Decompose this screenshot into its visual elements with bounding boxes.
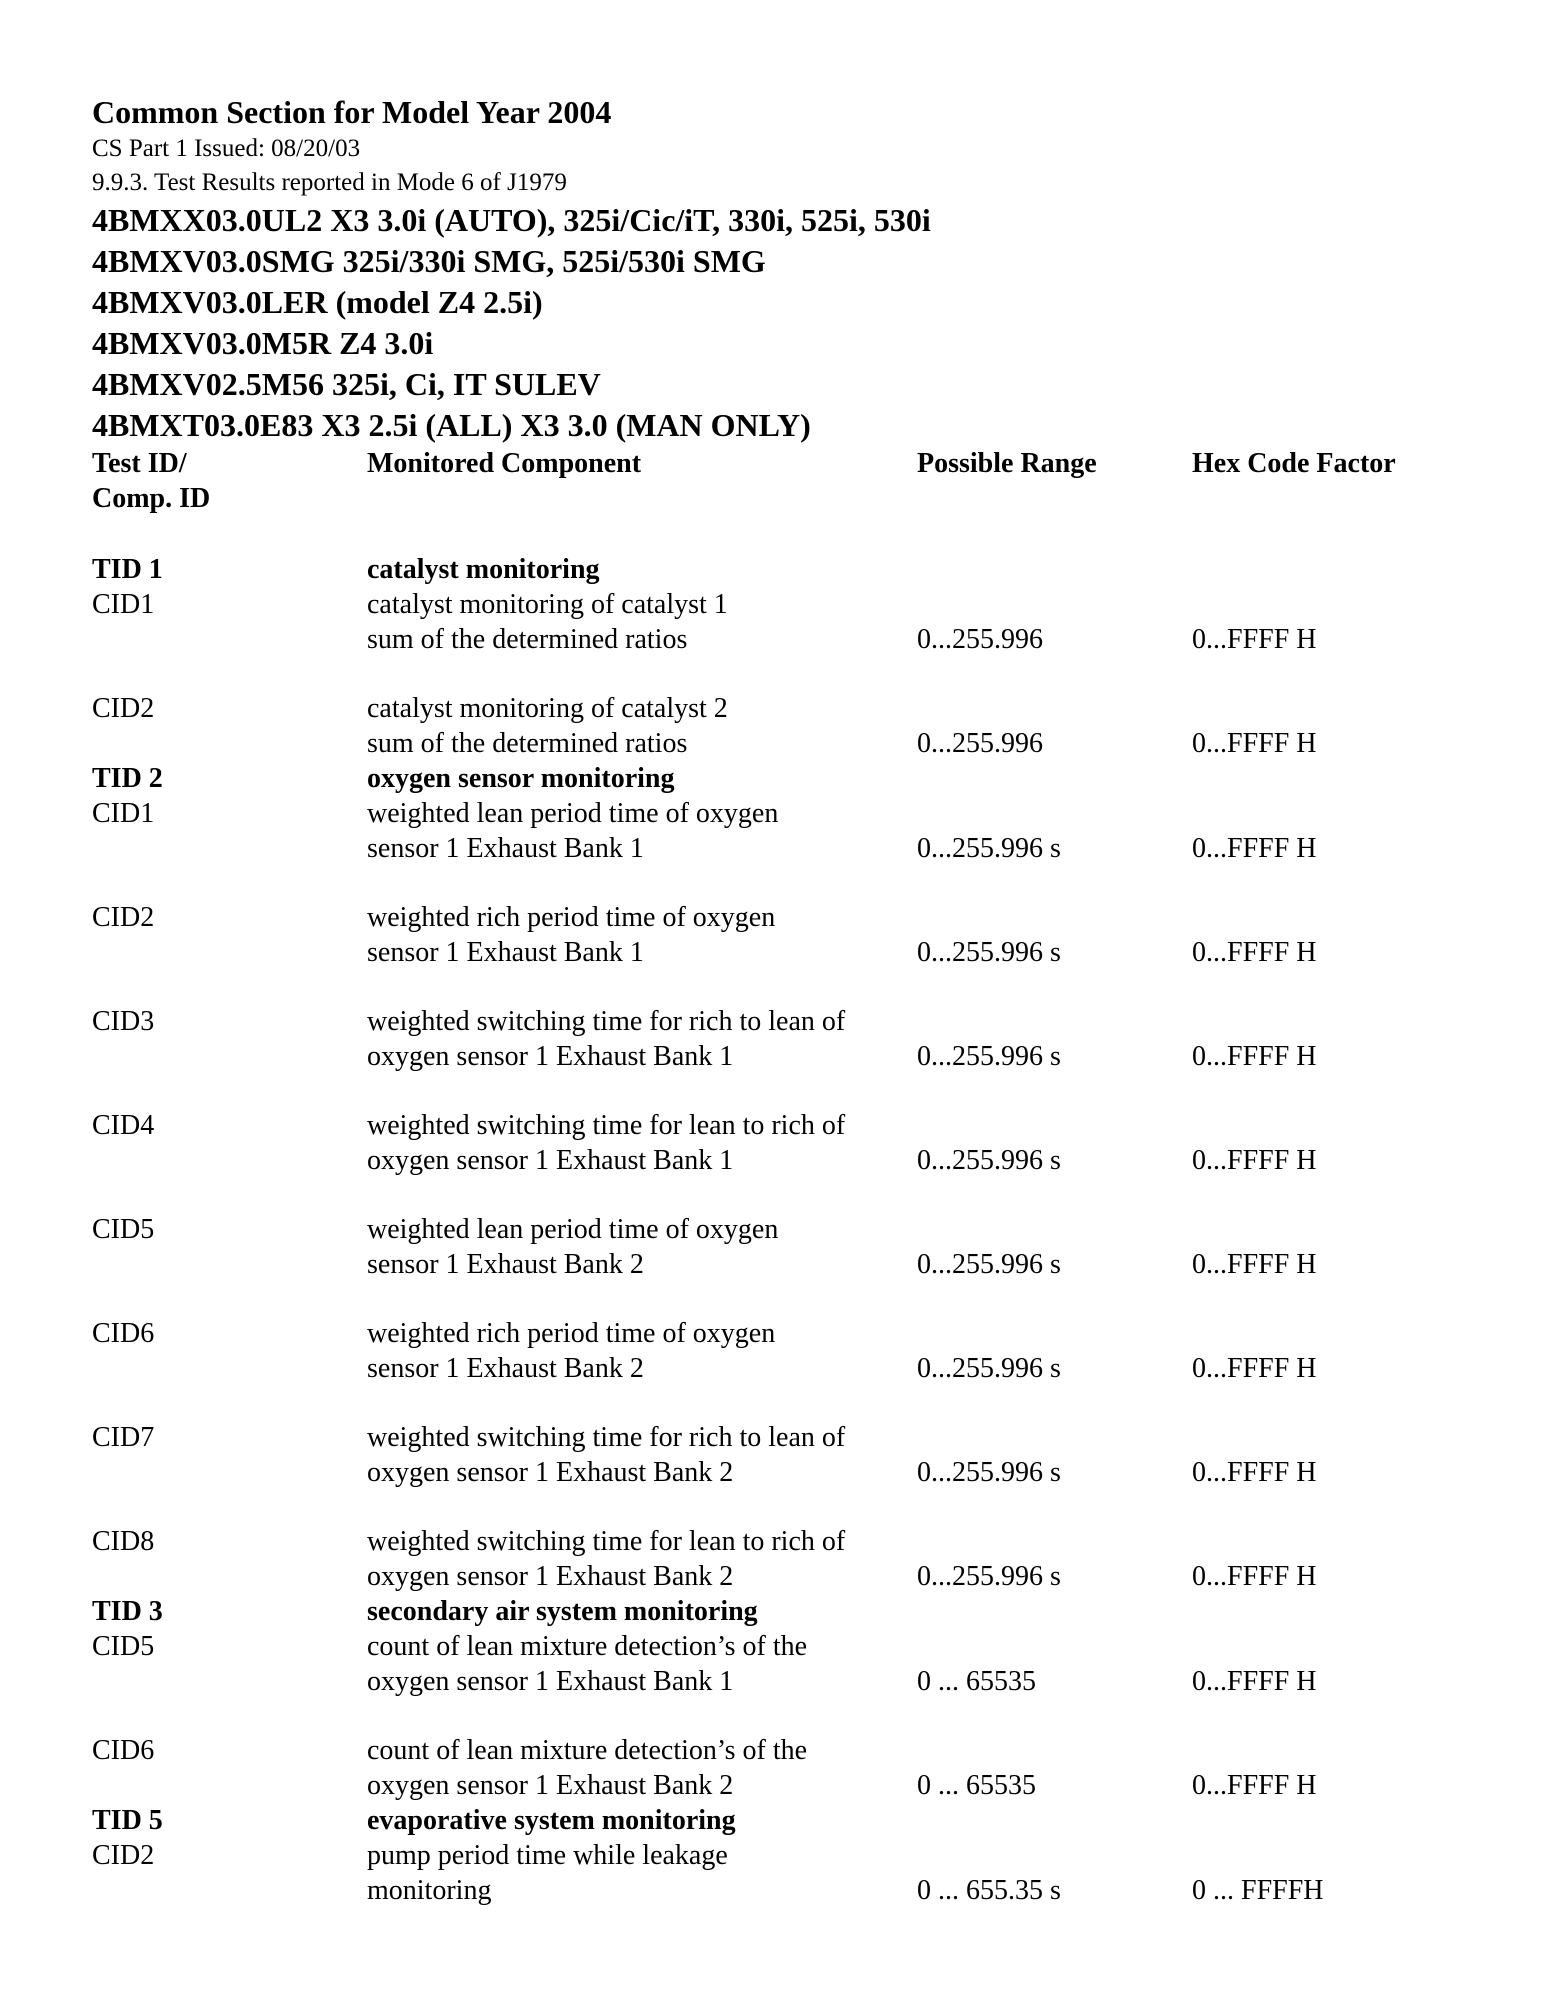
cid-desc-line2: oxygen sensor 1 Exhaust Bank 2 xyxy=(367,1457,734,1488)
cid-row-cont xyxy=(92,831,1512,866)
cid-hex: 0 ... FFFFH xyxy=(1192,1875,1324,1906)
cid-desc-line1: weighted switching time for lean to rich of xyxy=(367,1526,846,1557)
col-header-id-line2: Comp. ID xyxy=(92,483,211,514)
cid-desc-line1: weighted switching time for lean to rich of xyxy=(367,1110,846,1141)
cid-desc-line2: oxygen sensor 1 Exhaust Bank 1 xyxy=(367,1041,734,1072)
cid-range: 0 ... 65535 xyxy=(917,1666,1036,1697)
cid-label: CID4 xyxy=(92,1110,155,1141)
cid-label: CID2 xyxy=(92,1840,155,1871)
cid-row-cont xyxy=(92,1143,1512,1178)
tid-label: TID 3 xyxy=(92,1596,163,1627)
cid-desc-line1: count of lean mixture detection’s of the xyxy=(367,1735,808,1766)
model-line: 4BMXV03.0M5R Z4 3.0i xyxy=(92,325,434,361)
cid-row-cont xyxy=(92,1351,1512,1386)
cid-label: CID1 xyxy=(92,798,155,829)
model-line: 4BMXV03.0SMG 325i/330i SMG, 525i/530i SMG xyxy=(92,243,766,279)
cid-desc-line2: sensor 1 Exhaust Bank 1 xyxy=(367,833,644,864)
cid-desc-line1: weighted switching time for rich to lean of xyxy=(367,1422,846,1453)
cid-range: 0...255.996 s xyxy=(917,937,1061,968)
cid-row-cont xyxy=(92,1039,1512,1074)
model-line: 4BMXV03.0LER (model Z4 2.5i) xyxy=(92,284,543,320)
cid-desc-line1: catalyst monitoring of catalyst 1 xyxy=(367,589,728,620)
cid-hex: 0...FFFF H xyxy=(1192,833,1317,864)
cid-desc-line2: oxygen sensor 1 Exhaust Bank 2 xyxy=(367,1561,734,1592)
cid-row xyxy=(92,1212,1512,1247)
cid-desc-line2: sensor 1 Exhaust Bank 2 xyxy=(367,1249,644,1280)
cid-label: CID2 xyxy=(92,902,155,933)
model-line: 4BMXV02.5M56 325i, Ci, IT SULEV xyxy=(92,366,601,402)
test-results-table xyxy=(92,446,1512,1908)
cid-hex: 0...FFFF H xyxy=(1192,937,1317,968)
col-header-range: Possible Range xyxy=(917,448,1097,479)
cid-desc-line1: weighted switching time for rich to lean of xyxy=(367,1006,846,1037)
cid-range: 0...255.996 s xyxy=(917,833,1061,864)
cid-label: CID3 xyxy=(92,1006,155,1037)
cid-range: 0 ... 65535 xyxy=(917,1770,1036,1801)
cid-range: 0...255.996 s xyxy=(917,1353,1061,1384)
cid-label: CID1 xyxy=(92,589,155,620)
tid-name: secondary air system monitoring xyxy=(367,1596,758,1627)
cid-desc-line2: sum of the determined ratios xyxy=(367,624,688,655)
cid-range: 0...255.996 xyxy=(917,728,1043,759)
table-header-row xyxy=(92,481,1512,516)
cid-row xyxy=(92,1629,1512,1664)
cid-desc-line2: sum of the determined ratios xyxy=(367,728,688,759)
cid-desc-line1: count of lean mixture detection’s of the xyxy=(367,1631,808,1662)
cid-desc-line2: oxygen sensor 1 Exhaust Bank 2 xyxy=(367,1770,734,1801)
cid-row-cont xyxy=(92,935,1512,970)
cid-row-cont xyxy=(92,1559,1512,1594)
cid-desc-line2: sensor 1 Exhaust Bank 2 xyxy=(367,1353,644,1384)
cid-desc-line1: pump period time while leakage xyxy=(367,1840,728,1871)
tid-row xyxy=(92,1803,1512,1838)
cid-row-cont xyxy=(92,1873,1512,1908)
cid-label: CID5 xyxy=(92,1631,155,1662)
document-page xyxy=(92,92,1492,1908)
cid-row-cont xyxy=(92,1455,1512,1490)
document-title: Common Section for Model Year 2004 xyxy=(92,94,612,130)
cid-row xyxy=(92,1733,1512,1768)
cid-label: CID7 xyxy=(92,1422,155,1453)
cid-range: 0...255.996 xyxy=(917,624,1043,655)
cid-desc-line1: weighted lean period time of oxygen xyxy=(367,798,779,829)
cid-row xyxy=(92,1420,1512,1455)
cid-desc-line2: monitoring xyxy=(367,1875,492,1906)
model-line: 4BMXT03.0E83 X3 2.5i (ALL) X3 3.0 (MAN ONLY) xyxy=(92,407,811,443)
cid-label: CID6 xyxy=(92,1735,155,1766)
cid-desc-line1: weighted rich period time of oxygen xyxy=(367,902,776,933)
cid-hex: 0...FFFF H xyxy=(1192,1249,1317,1280)
cid-row-cont xyxy=(92,622,1512,657)
cid-hex: 0...FFFF H xyxy=(1192,1561,1317,1592)
col-header-id: Test ID/ xyxy=(92,448,187,479)
cid-desc-line2: sensor 1 Exhaust Bank 1 xyxy=(367,937,644,968)
table-header-row xyxy=(92,446,1512,481)
cid-row xyxy=(92,1004,1512,1039)
cid-row-cont xyxy=(92,1664,1512,1699)
cid-hex: 0...FFFF H xyxy=(1192,1145,1317,1176)
cid-row xyxy=(92,1838,1512,1873)
cid-desc-line1: weighted lean period time of oxygen xyxy=(367,1214,779,1245)
cid-row xyxy=(92,1524,1512,1559)
cid-label: CID8 xyxy=(92,1526,155,1557)
cid-range: 0...255.996 s xyxy=(917,1561,1061,1592)
col-header-component: Monitored Component xyxy=(367,448,642,479)
cid-label: CID6 xyxy=(92,1318,155,1349)
cid-row xyxy=(92,900,1512,935)
tid-row xyxy=(92,1594,1512,1629)
section-line: 9.9.3. Test Results reported in Mode 6 of J1979 xyxy=(92,169,567,196)
model-line: 4BMXX03.0UL2 X3 3.0i (AUTO), 325i/Cic/iT, 330i, 525i, 530i xyxy=(92,202,931,238)
cid-row xyxy=(92,796,1512,831)
cid-desc-line2: oxygen sensor 1 Exhaust Bank 1 xyxy=(367,1666,734,1697)
tid-label: TID 1 xyxy=(92,554,163,585)
cid-row-cont xyxy=(92,1247,1512,1282)
tid-label: TID 2 xyxy=(92,763,163,794)
tid-label: TID 5 xyxy=(92,1805,163,1836)
cid-row-cont xyxy=(92,726,1512,761)
cid-hex: 0...FFFF H xyxy=(1192,1770,1317,1801)
cid-label: CID2 xyxy=(92,693,155,724)
tid-name: evaporative system monitoring xyxy=(367,1805,736,1836)
tid-row xyxy=(92,761,1512,796)
tid-name: oxygen sensor monitoring xyxy=(367,763,675,794)
cid-row xyxy=(92,1316,1512,1351)
cid-hex: 0...FFFF H xyxy=(1192,1353,1317,1384)
cid-range: 0...255.996 s xyxy=(917,1457,1061,1488)
cid-row xyxy=(92,587,1512,622)
cid-hex: 0...FFFF H xyxy=(1192,1041,1317,1072)
col-header-hex: Hex Code Factor xyxy=(1192,448,1396,479)
cid-label: CID5 xyxy=(92,1214,155,1245)
cid-desc-line2: oxygen sensor 1 Exhaust Bank 1 xyxy=(367,1145,734,1176)
cid-desc-line1: weighted rich period time of oxygen xyxy=(367,1318,776,1349)
cid-desc-line1: catalyst monitoring of catalyst 2 xyxy=(367,693,728,724)
cid-range: 0...255.996 s xyxy=(917,1249,1061,1280)
issued-line: CS Part 1 Issued: 08/20/03 xyxy=(92,135,361,162)
cid-hex: 0...FFFF H xyxy=(1192,1666,1317,1697)
tid-name: catalyst monitoring xyxy=(367,554,600,585)
cid-hex: 0...FFFF H xyxy=(1192,728,1317,759)
cid-range: 0 ... 655.35 s xyxy=(917,1875,1061,1906)
cid-row-cont xyxy=(92,1768,1512,1803)
cid-range: 0...255.996 s xyxy=(917,1145,1061,1176)
cid-hex: 0...FFFF H xyxy=(1192,624,1317,655)
cid-row xyxy=(92,1108,1512,1143)
cid-row xyxy=(92,691,1512,726)
cid-hex: 0...FFFF H xyxy=(1192,1457,1317,1488)
cid-range: 0...255.996 s xyxy=(917,1041,1061,1072)
tid-row xyxy=(92,552,1512,587)
